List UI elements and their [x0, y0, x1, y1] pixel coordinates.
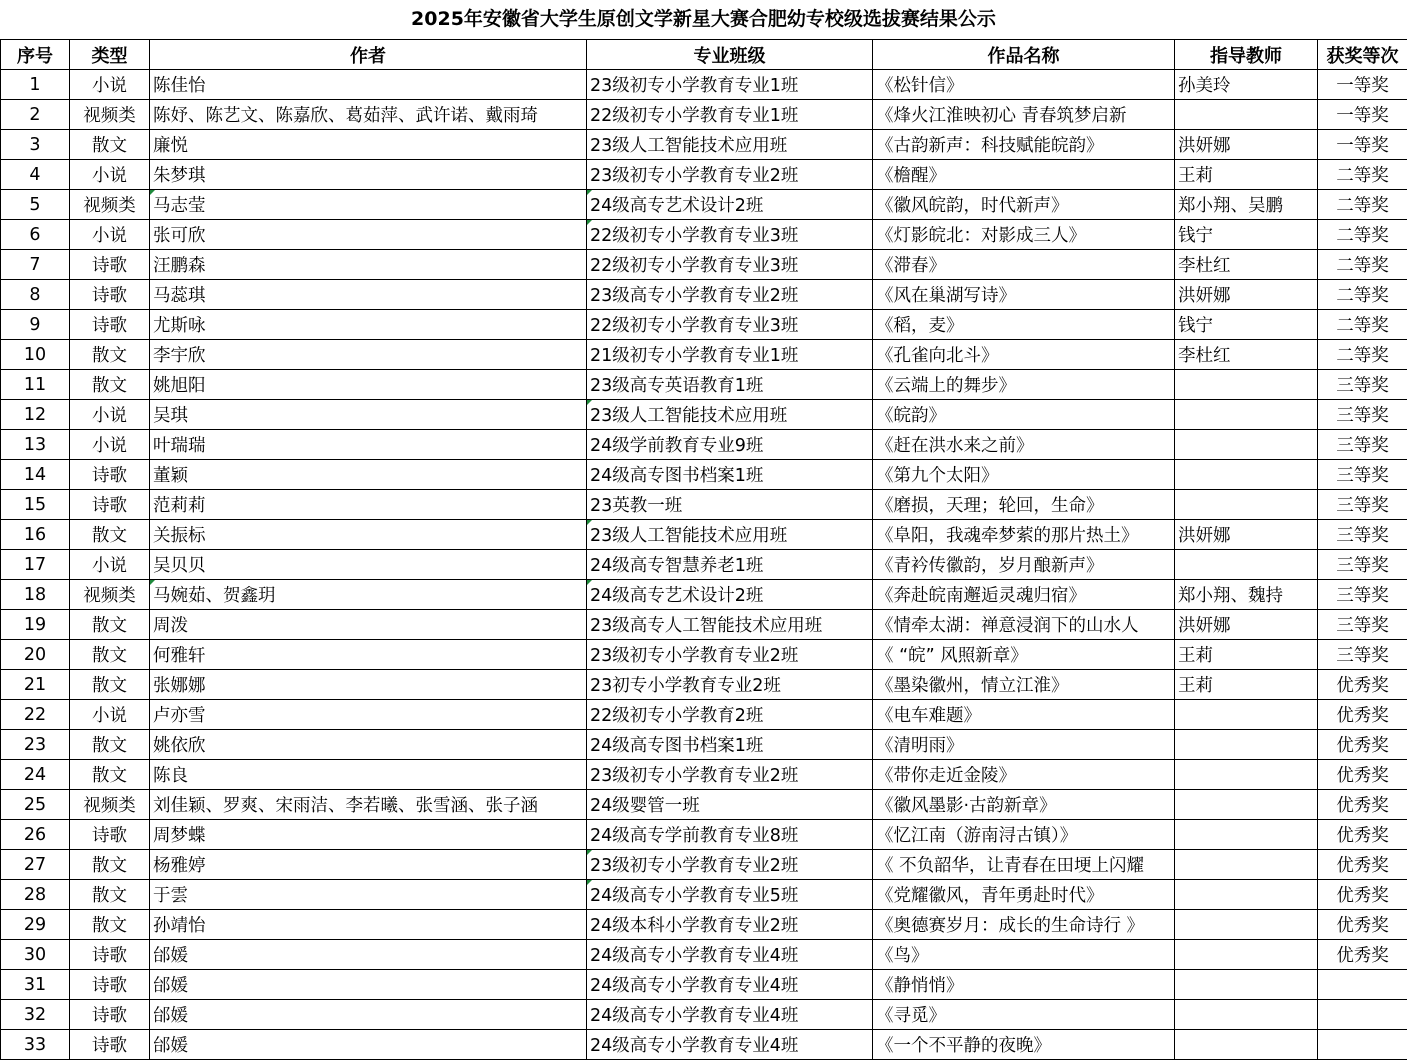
table-row: [1, 820, 1407, 850]
cell-teacher: 王莉: [1175, 670, 1318, 700]
cell-type: 小说: [70, 550, 150, 580]
cell-work: 《风在巢湖写诗》: [873, 280, 1175, 310]
cell-no: 33: [1, 1030, 70, 1060]
cell-teacher: [1175, 550, 1318, 580]
cell-author: 张可欣: [150, 220, 587, 250]
results-table: [0, 39, 1407, 1060]
cell-teacher: [1175, 490, 1318, 520]
cell-award: 一等奖: [1318, 130, 1407, 160]
cell-award: 三等奖: [1318, 430, 1407, 460]
cell-no: 1: [1, 70, 70, 100]
cell-class: 23级初专小学教育专业2班: [587, 850, 873, 880]
cell-work: 《青衿传徽韵，岁月酿新声》: [873, 550, 1175, 580]
cell-teacher: 钱宁: [1175, 220, 1318, 250]
cell-teacher: [1175, 820, 1318, 850]
cell-author: 陈佳怡: [150, 70, 587, 100]
table-row: [1, 1000, 1407, 1030]
cell-award: 二等奖: [1318, 220, 1407, 250]
cell-type: 小说: [70, 220, 150, 250]
header-class: 专业班级: [587, 40, 873, 70]
cell-award: 三等奖: [1318, 400, 1407, 430]
cell-type: 诗歌: [70, 940, 150, 970]
cell-work: 《 不负韶华，让青春在田埂上闪耀: [873, 850, 1175, 880]
cell-type: 视频类: [70, 580, 150, 610]
cell-work: 《阜阳，我魂牵梦萦的那片热土》: [873, 520, 1175, 550]
cell-class: 23初专小学教育专业2班: [587, 670, 873, 700]
table-row: [1, 130, 1407, 160]
cell-award: 优秀奖: [1318, 820, 1407, 850]
cell-teacher: 李杜红: [1175, 340, 1318, 370]
cell-author: 陈良: [150, 760, 587, 790]
cell-type: 散文: [70, 610, 150, 640]
cell-work: 《奥德赛岁月：成长的生命诗行 》: [873, 910, 1175, 940]
cell-work: 《徽风皖韵，时代新声》: [873, 190, 1175, 220]
cell-work: 《一个不平静的夜晚》: [873, 1030, 1175, 1060]
cell-no: 8: [1, 280, 70, 310]
cell-work: 《磨损，天理；轮回，生命》: [873, 490, 1175, 520]
header-award: 获奖等次: [1318, 40, 1407, 70]
cell-no: 10: [1, 340, 70, 370]
cell-class: 23级高专小学教育专业2班: [587, 280, 873, 310]
cell-teacher: 孙美玲: [1175, 70, 1318, 100]
cell-teacher: [1175, 1000, 1318, 1030]
cell-no: 3: [1, 130, 70, 160]
cell-work: 《稻，麦》: [873, 310, 1175, 340]
cell-class: 23英教一班: [587, 490, 873, 520]
cell-award: 优秀奖: [1318, 670, 1407, 700]
cell-award: 优秀奖: [1318, 880, 1407, 910]
cell-type: 散文: [70, 910, 150, 940]
cell-author: 李宇欣: [150, 340, 587, 370]
cell-teacher: [1175, 430, 1318, 460]
table-row: [1, 760, 1407, 790]
cell-no: 16: [1, 520, 70, 550]
cell-author: 孙靖怡: [150, 910, 587, 940]
cell-no: 24: [1, 760, 70, 790]
cell-author: 周泼: [150, 610, 587, 640]
cell-class: 23级初专小学教育专业2班: [587, 640, 873, 670]
cell-author: 马蕊琪: [150, 280, 587, 310]
cell-author: 尤斯咏: [150, 310, 587, 340]
cell-type: 小说: [70, 400, 150, 430]
cell-author: 关振标: [150, 520, 587, 550]
cell-type: 散文: [70, 340, 150, 370]
cell-class: 23级初专小学教育专业2班: [587, 160, 873, 190]
cell-work: 《烽火江淮映初心 青春筑梦启新: [873, 100, 1175, 130]
cell-type: 视频类: [70, 100, 150, 130]
cell-work: 《滞春》: [873, 250, 1175, 280]
cell-teacher: 钱宁: [1175, 310, 1318, 340]
cell-teacher: 洪妍娜: [1175, 130, 1318, 160]
header-no: 序号: [1, 40, 70, 70]
table-row: [1, 70, 1407, 100]
cell-no: 11: [1, 370, 70, 400]
cell-class: 23级人工智能技术应用班: [587, 130, 873, 160]
cell-teacher: 郑小翔、魏持: [1175, 580, 1318, 610]
cell-teacher: [1175, 790, 1318, 820]
cell-no: 23: [1, 730, 70, 760]
cell-class: 24级高专艺术设计2班: [587, 190, 873, 220]
cell-award: 三等奖: [1318, 640, 1407, 670]
cell-type: 诗歌: [70, 490, 150, 520]
cell-work: 《清明雨》: [873, 730, 1175, 760]
cell-class: 24级高专小学教育专业4班: [587, 1030, 873, 1060]
cell-work: 《忆江南（游南浔古镇）》: [873, 820, 1175, 850]
table-row: [1, 700, 1407, 730]
cell-type: 诗歌: [70, 970, 150, 1000]
cell-award: 三等奖: [1318, 520, 1407, 550]
cell-teacher: 王莉: [1175, 160, 1318, 190]
cell-teacher: [1175, 460, 1318, 490]
cell-work: 《寻觅》: [873, 1000, 1175, 1030]
cell-class: 24级高专小学教育专业4班: [587, 970, 873, 1000]
cell-award: 优秀奖: [1318, 730, 1407, 760]
cell-teacher: [1175, 850, 1318, 880]
cell-no: 28: [1, 880, 70, 910]
cell-no: 6: [1, 220, 70, 250]
cell-work: 《云端上的舞步》: [873, 370, 1175, 400]
cell-class: 22级初专小学教育专业3班: [587, 220, 873, 250]
cell-work: 《灯影皖北：对影成三人》: [873, 220, 1175, 250]
cell-award: 二等奖: [1318, 280, 1407, 310]
page-title: 2025年安徽省大学生原创文学新星大赛合肥幼专校级选拔赛结果公示: [0, 0, 1407, 39]
cell-award: 优秀奖: [1318, 760, 1407, 790]
cell-work: 《松针信》: [873, 70, 1175, 100]
cell-author: 马志莹: [150, 190, 587, 220]
cell-teacher: [1175, 400, 1318, 430]
cell-no: 7: [1, 250, 70, 280]
cell-type: 散文: [70, 370, 150, 400]
cell-author: 于雲: [150, 880, 587, 910]
cell-teacher: [1175, 1030, 1318, 1060]
cell-no: 22: [1, 700, 70, 730]
cell-type: 散文: [70, 520, 150, 550]
cell-no: 12: [1, 400, 70, 430]
cell-class: 24级高专图书档案1班: [587, 730, 873, 760]
cell-work: 《 “皖” 风照新章》: [873, 640, 1175, 670]
cell-class: 24级高专小学教育专业4班: [587, 1000, 873, 1030]
cell-award: 三等奖: [1318, 580, 1407, 610]
table-row: [1, 520, 1407, 550]
cell-work: 《墨染徽州，情立江淮》: [873, 670, 1175, 700]
cell-type: 诗歌: [70, 460, 150, 490]
cell-work: 《孔雀向北斗》: [873, 340, 1175, 370]
cell-work: 《电车难题》: [873, 700, 1175, 730]
cell-work: 《静悄悄》: [873, 970, 1175, 1000]
cell-class: 22级初专小学教育2班: [587, 700, 873, 730]
table-row: [1, 340, 1407, 370]
table-row: [1, 490, 1407, 520]
cell-class: 24级高专小学教育专业4班: [587, 940, 873, 970]
header-author: 作者: [150, 40, 587, 70]
table-row: [1, 100, 1407, 130]
cell-award: [1318, 1000, 1407, 1030]
table-row: [1, 550, 1407, 580]
cell-type: 视频类: [70, 790, 150, 820]
cell-teacher: [1175, 700, 1318, 730]
cell-class: 24级高专学前教育专业8班: [587, 820, 873, 850]
cell-teacher: [1175, 760, 1318, 790]
table-row: [1, 970, 1407, 1000]
cell-type: 散文: [70, 880, 150, 910]
cell-author: 吴贝贝: [150, 550, 587, 580]
cell-work: 《党耀徽风，青年勇赴时代》: [873, 880, 1175, 910]
cell-class: 24级本科小学教育专业2班: [587, 910, 873, 940]
cell-type: 散文: [70, 730, 150, 760]
cell-no: 18: [1, 580, 70, 610]
table-row: [1, 220, 1407, 250]
cell-no: 27: [1, 850, 70, 880]
cell-work: 《带你走近金陵》: [873, 760, 1175, 790]
table-row: [1, 670, 1407, 700]
cell-award: 二等奖: [1318, 190, 1407, 220]
cell-award: 三等奖: [1318, 460, 1407, 490]
cell-class: 21级初专小学教育专业1班: [587, 340, 873, 370]
cell-type: 诗歌: [70, 1000, 150, 1030]
cell-author: 周梦蝶: [150, 820, 587, 850]
cell-author: 姚依欣: [150, 730, 587, 760]
cell-teacher: 洪妍娜: [1175, 280, 1318, 310]
cell-author: 吴琪: [150, 400, 587, 430]
cell-author: 姚旭阳: [150, 370, 587, 400]
table-row: [1, 790, 1407, 820]
cell-award: 优秀奖: [1318, 790, 1407, 820]
cell-type: 诗歌: [70, 310, 150, 340]
header-teacher: 指导教师: [1175, 40, 1318, 70]
cell-author: 马婉茹、贺鑫玥: [150, 580, 587, 610]
cell-teacher: [1175, 910, 1318, 940]
cell-work: 《鸟》: [873, 940, 1175, 970]
cell-type: 小说: [70, 700, 150, 730]
cell-class: 24级婴管一班: [587, 790, 873, 820]
cell-no: 4: [1, 160, 70, 190]
cell-no: 25: [1, 790, 70, 820]
table-row: [1, 250, 1407, 280]
cell-author: 卢亦雪: [150, 700, 587, 730]
cell-type: 散文: [70, 640, 150, 670]
cell-type: 诗歌: [70, 280, 150, 310]
table-row: [1, 280, 1407, 310]
cell-type: 小说: [70, 430, 150, 460]
cell-type: 诗歌: [70, 1030, 150, 1060]
cell-work: 《古韵新声：科技赋能皖韵》: [873, 130, 1175, 160]
cell-work: 《第九个太阳》: [873, 460, 1175, 490]
table-row: [1, 430, 1407, 460]
cell-no: 2: [1, 100, 70, 130]
table-row: [1, 610, 1407, 640]
cell-teacher: 李杜红: [1175, 250, 1318, 280]
cell-award: 三等奖: [1318, 550, 1407, 580]
table-row: [1, 160, 1407, 190]
cell-no: 19: [1, 610, 70, 640]
cell-class: 23级高专人工智能技术应用班: [587, 610, 873, 640]
cell-type: 散文: [70, 760, 150, 790]
cell-award: 优秀奖: [1318, 850, 1407, 880]
table-row: [1, 310, 1407, 340]
cell-no: 21: [1, 670, 70, 700]
cell-award: 优秀奖: [1318, 940, 1407, 970]
table-row: [1, 1030, 1407, 1060]
cell-no: 20: [1, 640, 70, 670]
cell-award: 三等奖: [1318, 610, 1407, 640]
cell-teacher: [1175, 370, 1318, 400]
cell-type: 视频类: [70, 190, 150, 220]
cell-award: 优秀奖: [1318, 910, 1407, 940]
cell-class: 24级高专图书档案1班: [587, 460, 873, 490]
cell-award: 三等奖: [1318, 370, 1407, 400]
cell-author: 朱梦琪: [150, 160, 587, 190]
cell-award: 优秀奖: [1318, 700, 1407, 730]
cell-author: 刘佳颖、罗爽、宋雨洁、李若曦、张雪涵、张子涵: [150, 790, 587, 820]
cell-teacher: 郑小翔、吴鹏: [1175, 190, 1318, 220]
header-row: [1, 40, 1407, 70]
cell-teacher: 洪妍娜: [1175, 520, 1318, 550]
cell-author: 叶瑞瑞: [150, 430, 587, 460]
cell-author: 陈妤、陈艺文、陈嘉欣、葛茹萍、武许诺、戴雨琦: [150, 100, 587, 130]
cell-no: 14: [1, 460, 70, 490]
cell-type: 散文: [70, 850, 150, 880]
cell-no: 13: [1, 430, 70, 460]
cell-teacher: [1175, 940, 1318, 970]
cell-class: 24级学前教育专业9班: [587, 430, 873, 460]
cell-class: 24级高专智慧养老1班: [587, 550, 873, 580]
cell-type: 诗歌: [70, 820, 150, 850]
table-row: [1, 910, 1407, 940]
table-row: [1, 370, 1407, 400]
cell-type: 散文: [70, 670, 150, 700]
cell-class: 23级高专英语教育1班: [587, 370, 873, 400]
cell-author: 邰媛: [150, 970, 587, 1000]
cell-author: 廉悦: [150, 130, 587, 160]
cell-teacher: [1175, 880, 1318, 910]
cell-class: 23级初专小学教育专业1班: [587, 70, 873, 100]
cell-class: 23级人工智能技术应用班: [587, 400, 873, 430]
cell-no: 29: [1, 910, 70, 940]
table-row: [1, 190, 1407, 220]
table-row: [1, 730, 1407, 760]
cell-no: 30: [1, 940, 70, 970]
table-row: [1, 400, 1407, 430]
cell-award: 一等奖: [1318, 100, 1407, 130]
cell-author: 张娜娜: [150, 670, 587, 700]
cell-teacher: 王莉: [1175, 640, 1318, 670]
cell-author: 汪鹏森: [150, 250, 587, 280]
cell-award: 三等奖: [1318, 490, 1407, 520]
cell-author: 杨雅婷: [150, 850, 587, 880]
header-type: 类型: [70, 40, 150, 70]
cell-type: 小说: [70, 160, 150, 190]
cell-no: 5: [1, 190, 70, 220]
cell-no: 32: [1, 1000, 70, 1030]
cell-no: 31: [1, 970, 70, 1000]
table-row: [1, 850, 1407, 880]
cell-author: 何雅轩: [150, 640, 587, 670]
cell-class: 22级初专小学教育专业1班: [587, 100, 873, 130]
cell-work: 《皖韵》: [873, 400, 1175, 430]
cell-class: 23级人工智能技术应用班: [587, 520, 873, 550]
table-row: [1, 640, 1407, 670]
cell-type: 诗歌: [70, 250, 150, 280]
cell-no: 15: [1, 490, 70, 520]
table-row: [1, 880, 1407, 910]
cell-award: 二等奖: [1318, 310, 1407, 340]
cell-work: 《奔赴皖南邂逅灵魂归宿》: [873, 580, 1175, 610]
cell-author: 董颖: [150, 460, 587, 490]
cell-no: 26: [1, 820, 70, 850]
cell-type: 散文: [70, 130, 150, 160]
cell-teacher: [1175, 970, 1318, 1000]
cell-work: 《情牵太湖：禅意浸润下的山水人: [873, 610, 1175, 640]
cell-teacher: [1175, 730, 1318, 760]
cell-class: 22级初专小学教育专业3班: [587, 250, 873, 280]
cell-teacher: 洪妍娜: [1175, 610, 1318, 640]
cell-class: 22级初专小学教育专业3班: [587, 310, 873, 340]
table-row: [1, 940, 1407, 970]
cell-class: 24级高专艺术设计2班: [587, 580, 873, 610]
cell-type: 小说: [70, 70, 150, 100]
table-row: [1, 580, 1407, 610]
cell-award: 一等奖: [1318, 70, 1407, 100]
cell-work: 《赶在洪水来之前》: [873, 430, 1175, 460]
cell-author: 邰媛: [150, 940, 587, 970]
cell-teacher: [1175, 100, 1318, 130]
header-work: 作品名称: [873, 40, 1175, 70]
cell-award: [1318, 970, 1407, 1000]
cell-author: 范莉莉: [150, 490, 587, 520]
cell-class: 24级高专小学教育专业5班: [587, 880, 873, 910]
cell-author: 邰媛: [150, 1030, 587, 1060]
cell-work: 《檐醒》: [873, 160, 1175, 190]
table-row: [1, 460, 1407, 490]
cell-award: 二等奖: [1318, 160, 1407, 190]
cell-award: 二等奖: [1318, 340, 1407, 370]
cell-no: 17: [1, 550, 70, 580]
cell-author: 邰媛: [150, 1000, 587, 1030]
cell-award: 二等奖: [1318, 250, 1407, 280]
cell-no: 9: [1, 310, 70, 340]
cell-class: 23级初专小学教育专业2班: [587, 760, 873, 790]
cell-award: [1318, 1030, 1407, 1060]
cell-work: 《徽风墨影·古韵新章》: [873, 790, 1175, 820]
